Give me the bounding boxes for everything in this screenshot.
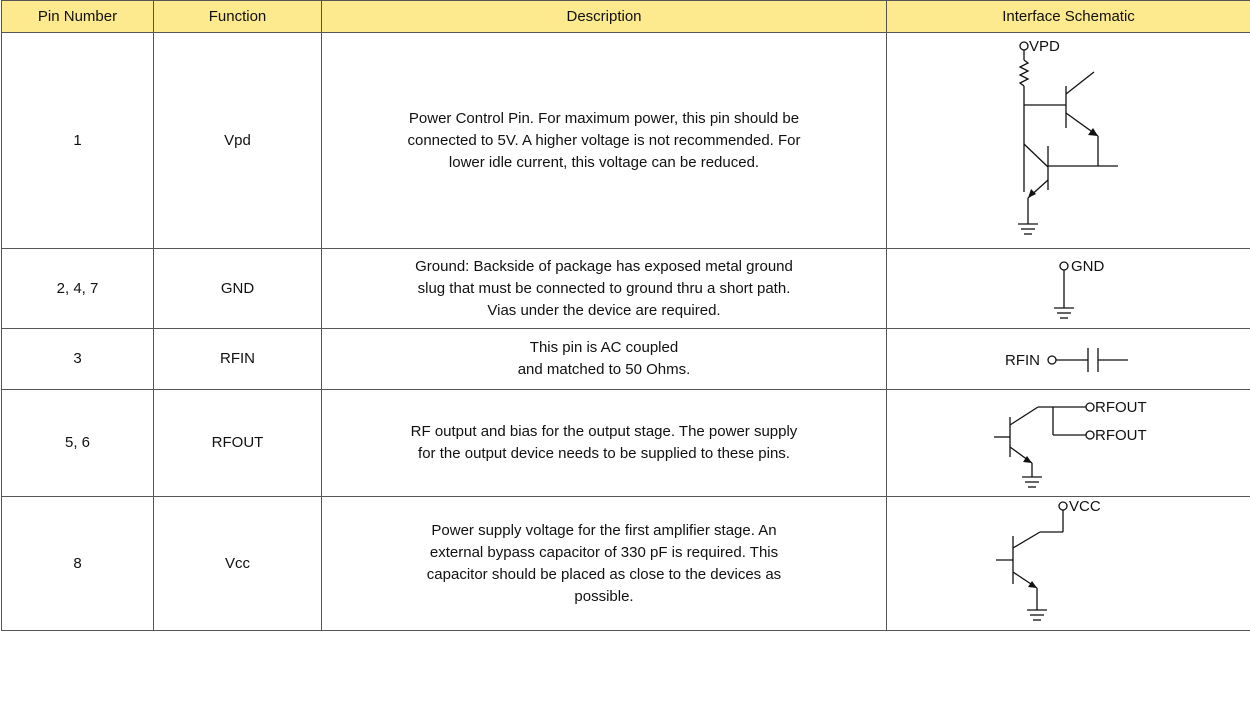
schematic-label: RFIN — [1004, 351, 1040, 369]
ground-schematic-icon — [888, 250, 1250, 328]
description-line: external bypass capacitor of 330 pF is required. This — [429, 543, 779, 561]
schematic-cell — [887, 497, 1250, 631]
description-line: Vias under the device are required. — [487, 301, 721, 319]
description-line: connected to 5V. A higher voltage is not recommended. For — [407, 131, 801, 149]
description-cell — [322, 329, 887, 390]
table-row — [2, 249, 1250, 329]
description-line: Power Control Pin. For maximum power, this pin should be — [408, 109, 800, 127]
description-line: slug that must be connected to ground thru a short path. — [417, 279, 791, 297]
vpd-schematic-icon — [888, 34, 1250, 248]
vcc-schematic-icon — [888, 498, 1250, 630]
pin-number-cell: 1 — [2, 33, 154, 249]
table-row — [2, 497, 1250, 631]
description-line: capacitor should be placed as close to the devices as — [426, 565, 782, 583]
table-row — [2, 33, 1250, 249]
description-line: Power supply voltage for the first amplifier stage. An — [431, 521, 777, 539]
function-cell: RFIN — [154, 329, 322, 390]
schematic-label: GND — [1070, 257, 1104, 275]
rfout-schematic-icon — [888, 391, 1250, 496]
function-cell: GND — [154, 249, 322, 329]
schematic-cell — [887, 249, 1250, 329]
header-function: Function — [154, 1, 322, 33]
schematic-label: VCC — [1068, 497, 1101, 515]
table-row — [2, 329, 1250, 390]
description-line: lower idle current, this voltage can be reduced. — [448, 153, 760, 171]
description-line: and matched to 50 Ohms. — [517, 361, 691, 378]
description-line: RF output and bias for the output stage. The power supply — [410, 423, 798, 440]
description-line: for the output device needs to be supplied to these pins. — [418, 445, 790, 462]
function-cell: RFOUT — [154, 390, 322, 497]
schematic-cell — [887, 33, 1250, 249]
schematic-label: RFOUT — [1094, 398, 1147, 416]
pin-number-cell: 5, 6 — [2, 390, 154, 497]
description-line: This pin is AC coupled — [529, 339, 679, 356]
header-pin-number: Pin Number — [2, 1, 154, 33]
pin-description-table — [1, 0, 1250, 631]
pin-number-cell: 3 — [2, 329, 154, 390]
schematic-label: VPD — [1028, 37, 1060, 55]
header-row — [2, 1, 1250, 33]
schematic-cell — [887, 329, 1250, 390]
schematic-cell — [887, 390, 1250, 497]
schematic-label: RFOUT — [1094, 426, 1147, 444]
function-cell: Vcc — [154, 497, 322, 631]
header-interface-schematic: Interface Schematic — [887, 1, 1250, 33]
pin-number-cell: 2, 4, 7 — [2, 249, 154, 329]
capacitor-schematic-icon — [888, 330, 1250, 389]
description-line: Ground: Backside of package has exposed metal ground — [415, 257, 793, 275]
description-line: possible. — [574, 587, 634, 605]
description-cell — [322, 249, 887, 329]
header-description: Description — [322, 1, 887, 33]
function-cell: Vpd — [154, 33, 322, 249]
description-cell — [322, 390, 887, 497]
pin-number-cell: 8 — [2, 497, 154, 631]
table-row — [2, 390, 1250, 497]
description-cell — [322, 33, 887, 249]
description-cell — [322, 497, 887, 631]
